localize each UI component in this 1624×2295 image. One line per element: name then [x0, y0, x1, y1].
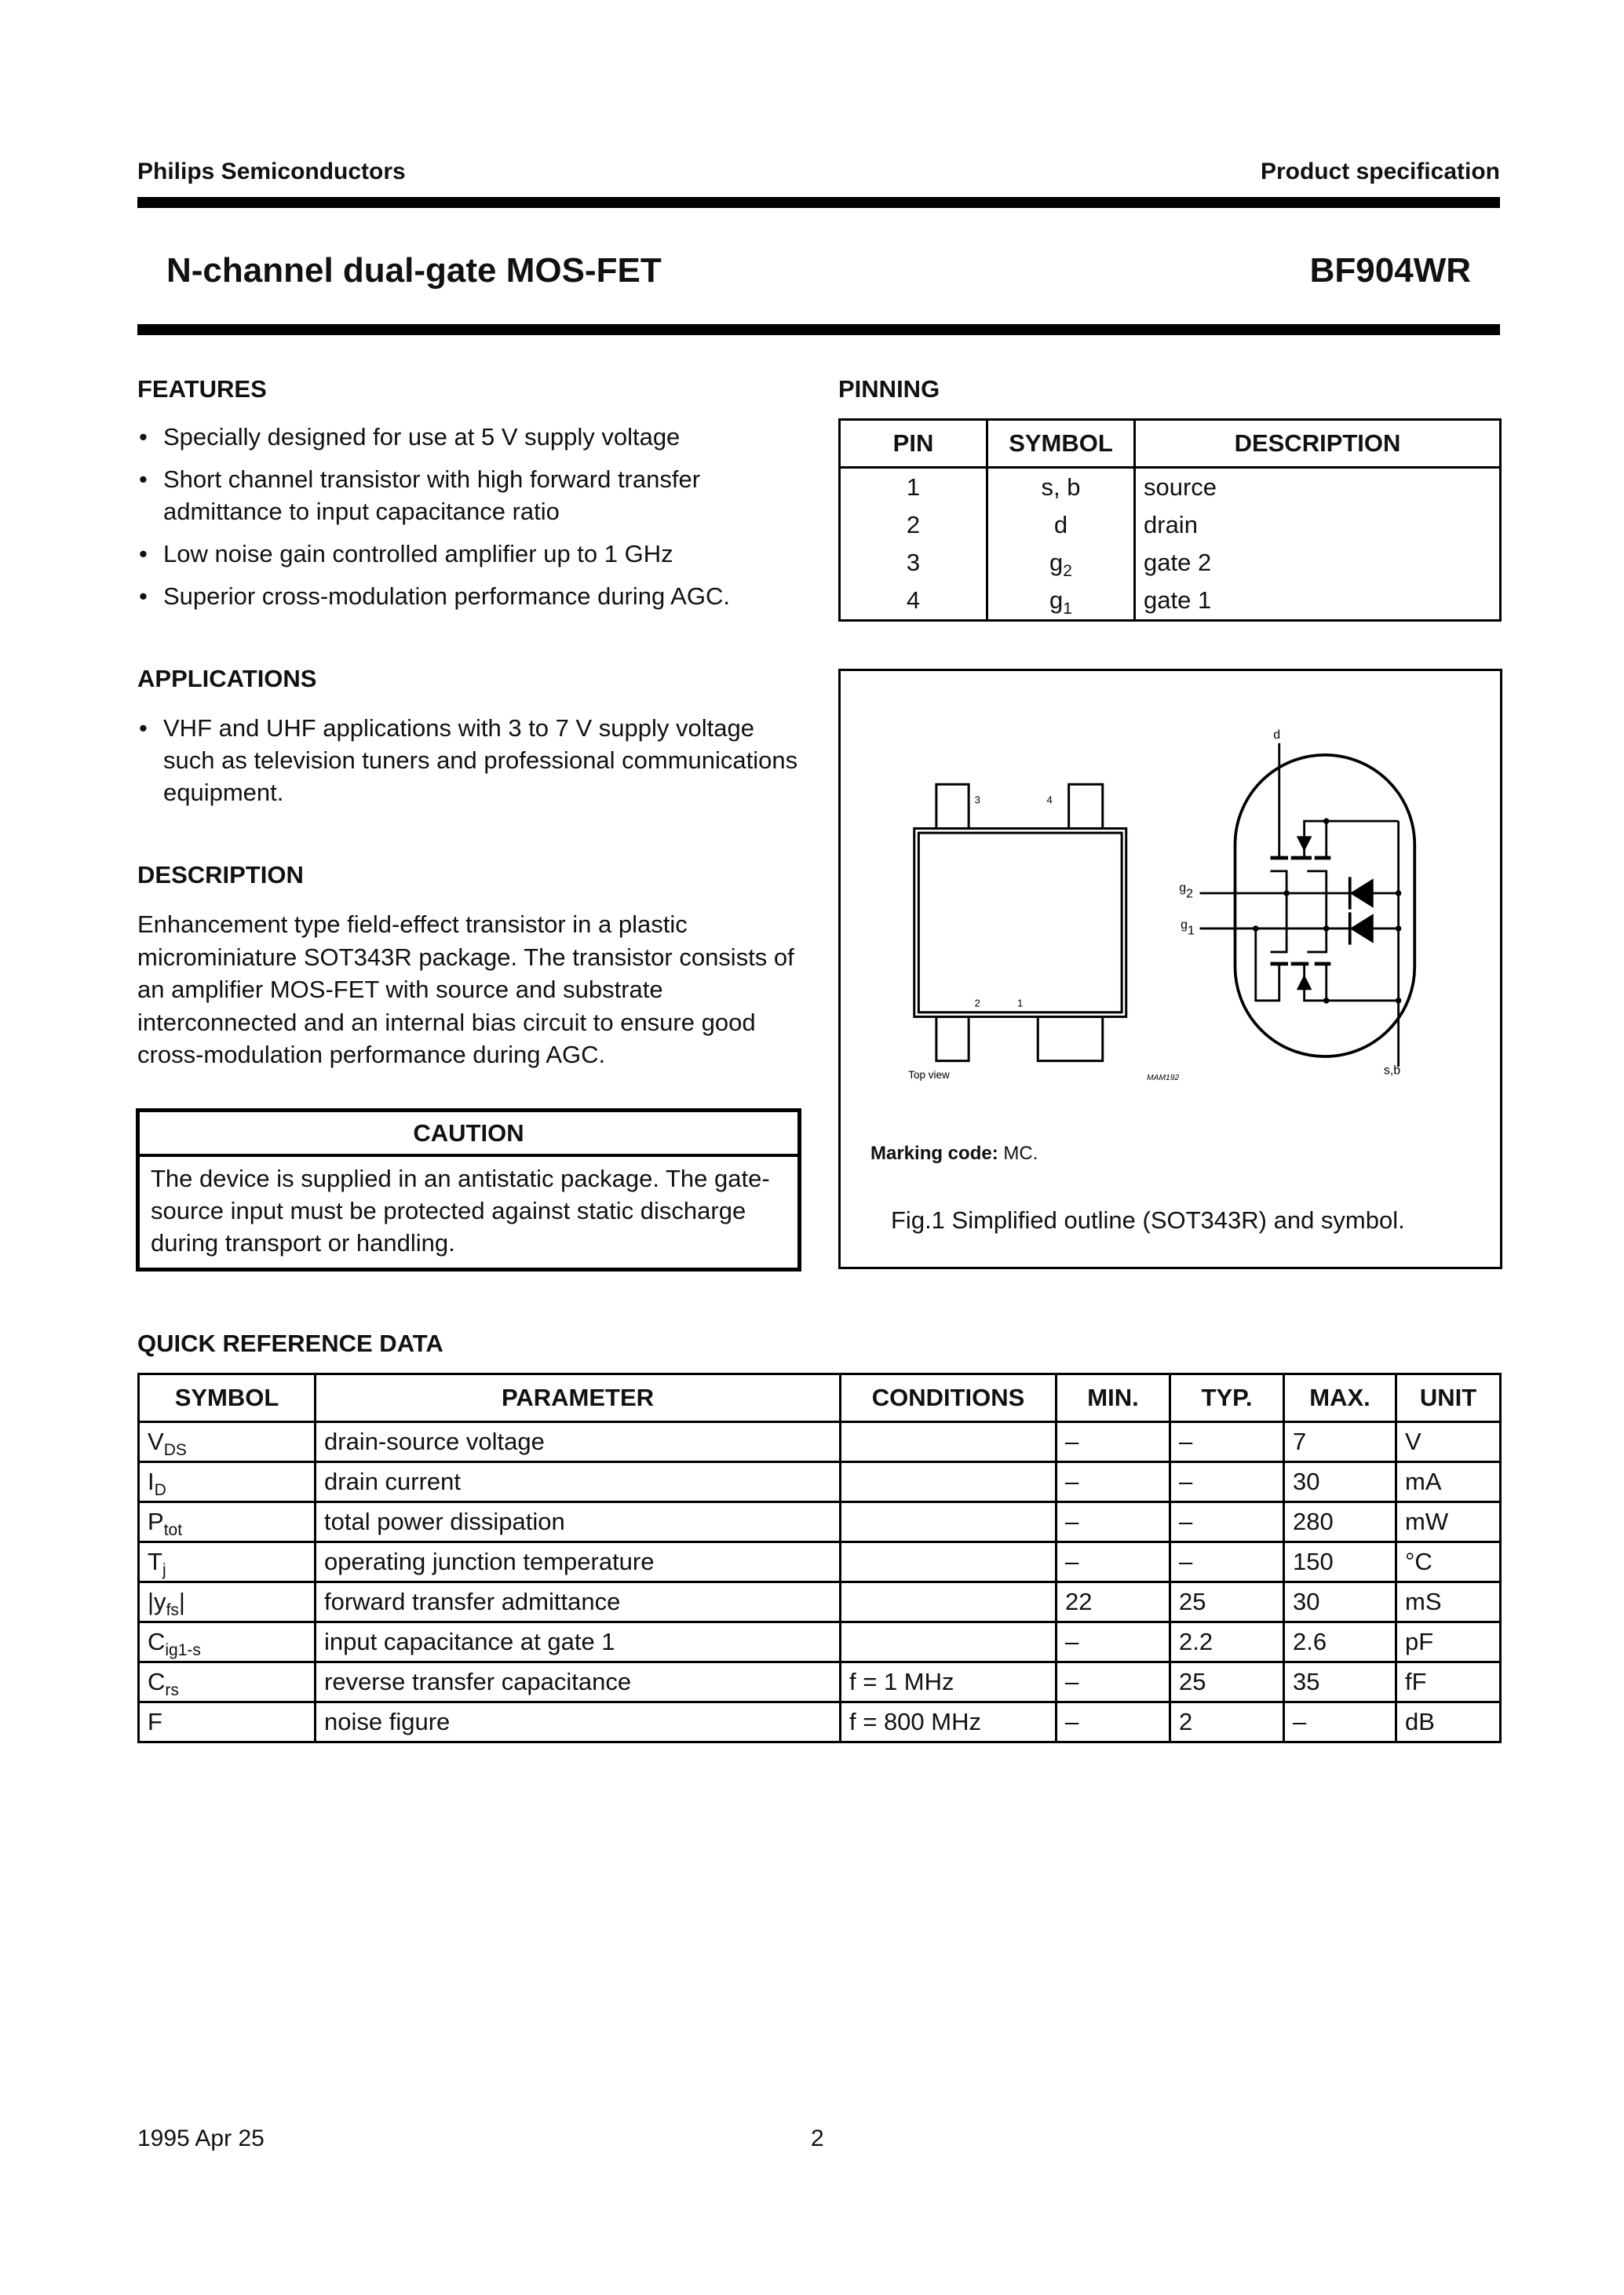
description-heading: DESCRIPTION [137, 861, 304, 888]
pinning-col-pin: PIN [840, 420, 987, 468]
qrd-max: 30 [1284, 1582, 1396, 1622]
feature-item: • Short channel transistor with high forward transfer admittance to input capacitance ratio [137, 463, 801, 527]
qrd-max: 30 [1284, 1462, 1396, 1502]
qrd-param: drain current [316, 1462, 841, 1502]
qrd-min: – [1057, 1422, 1170, 1462]
qrd-min: 22 [1057, 1582, 1170, 1622]
qrd-unit: mW [1396, 1502, 1501, 1542]
description-text: Enhancement type field-effect transistor in a plastic microminiature SOT343R package. The transistor consists of an amplifier MOS-FET with source and substrate interconnected and an internal bias circuit to ensure good cross-modulation performance during AGC. [137, 910, 794, 1068]
marking-code: Marking code: MC. [870, 1143, 1038, 1164]
qrd-row [139, 1702, 1501, 1742]
qrd-min: – [1057, 1542, 1170, 1582]
qrd-col-conditions: CONDITIONS [841, 1374, 1057, 1422]
caution-box [136, 1108, 801, 1272]
qrd-col-max: MAX. [1284, 1374, 1396, 1422]
qrd-row [139, 1502, 1501, 1542]
qrd-unit: pF [1396, 1622, 1501, 1662]
qrd-max: 7 [1284, 1422, 1396, 1462]
qrd-row [139, 1422, 1501, 1462]
features-heading: FEATURES [137, 375, 267, 403]
page-title: N-channel dual-gate MOS-FET [166, 251, 662, 290]
qrd-col-unit: UNIT [1396, 1374, 1501, 1422]
terminal-sb: s,b [1383, 1064, 1401, 1078]
pinning-col-symbol: SYMBOL [987, 420, 1135, 468]
qrd-min: – [1057, 1502, 1170, 1542]
caution-heading: CAUTION [140, 1112, 797, 1157]
pin-symbol: d [987, 506, 1135, 544]
qrd-typ: 25 [1170, 1582, 1284, 1622]
qrd-min: – [1057, 1662, 1170, 1702]
pinning-heading: PINNING [838, 375, 940, 403]
pin-number: 4 [840, 582, 987, 621]
drawing-code: MAM192 [1146, 1073, 1180, 1082]
qrd-cond [841, 1422, 1057, 1462]
pin-description: gate 1 [1135, 582, 1501, 621]
svg-text:1: 1 [1017, 997, 1024, 1009]
qrd-unit: mA [1396, 1462, 1501, 1502]
pin-symbol: $g_1$ [987, 582, 1135, 621]
qrd-row [139, 1622, 1501, 1662]
qrd-typ: 2.2 [1170, 1622, 1284, 1662]
qrd-typ: – [1170, 1502, 1284, 1542]
qrd-unit: °C [1396, 1542, 1501, 1582]
footer-date: 1995 Apr 25 [137, 2125, 265, 2151]
qrd-unit: V [1396, 1422, 1501, 1462]
pinning-row [840, 544, 1501, 582]
qrd-min: – [1057, 1622, 1170, 1662]
features-list [137, 421, 801, 622]
qrd-symbol: F [139, 1702, 316, 1742]
qrd-typ: – [1170, 1542, 1284, 1582]
terminal-g2: g2 [1179, 881, 1193, 901]
figure-caption: Fig.1 Simplified outline (SOT343R) and symbol. [891, 1206, 1405, 1234]
quick-reference-heading: QUICK REFERENCE DATA [137, 1330, 443, 1357]
qrd-col-min: MIN. [1057, 1374, 1170, 1422]
qrd-min: – [1057, 1462, 1170, 1502]
qrd-unit: fF [1396, 1662, 1501, 1702]
applications-heading: APPLICATIONS [137, 665, 317, 692]
pin-description: drain [1135, 506, 1501, 544]
qrd-param: forward transfer admittance [316, 1582, 841, 1622]
package-outline [914, 784, 1126, 1060]
pinning-row [840, 468, 1501, 507]
feature-item: • Low noise gain controlled amplifier up to 1 GHz [137, 538, 801, 570]
header-rule [137, 197, 1500, 208]
qrd-max: 2.6 [1284, 1622, 1396, 1662]
top-view-label: Top view [908, 1069, 950, 1082]
qrd-cond: f = 800 MHz [841, 1702, 1057, 1742]
qrd-symbol: $I_D$ [139, 1462, 316, 1502]
qrd-cond [841, 1542, 1057, 1582]
part-number: BF904WR [1309, 251, 1471, 290]
qrd-symbol: $T_j$ [139, 1542, 316, 1582]
svg-text:2: 2 [974, 997, 980, 1009]
figure-box [838, 669, 1502, 1269]
pin-description: gate 2 [1135, 544, 1501, 582]
qrd-row [139, 1662, 1501, 1702]
qrd-cond [841, 1462, 1057, 1502]
qrd-typ: – [1170, 1422, 1284, 1462]
page-number: 2 [811, 2125, 824, 2151]
svg-text:3: 3 [974, 794, 980, 806]
mosfet-symbol [1200, 743, 1415, 1067]
qrd-max: 35 [1284, 1662, 1396, 1702]
qrd-param: total power dissipation [316, 1502, 841, 1542]
feature-item: • Superior cross-modulation performance during AGC. [137, 580, 801, 612]
pin-number: 3 [840, 544, 987, 582]
qrd-cond: f = 1 MHz [841, 1662, 1057, 1702]
qrd-cond [841, 1582, 1057, 1622]
qrd-col-parameter: PARAMETER [316, 1374, 841, 1422]
pinning-table [838, 418, 1502, 622]
qrd-min: – [1057, 1702, 1170, 1742]
applications-list [137, 712, 801, 819]
qrd-unit: mS [1396, 1582, 1501, 1622]
terminal-g1: g1 [1181, 918, 1195, 938]
qrd-param: input capacitance at gate 1 [316, 1622, 841, 1662]
qrd-cond [841, 1622, 1057, 1662]
feature-item: • Specially designed for use at 5 V supply voltage [137, 421, 801, 453]
qrd-typ: 2 [1170, 1702, 1284, 1742]
pinning-col-description: DESCRIPTION [1135, 420, 1501, 468]
pin-number: 1 [840, 468, 987, 507]
qrd-typ: 25 [1170, 1662, 1284, 1702]
qrd-param: reverse transfer capacitance [316, 1662, 841, 1702]
pinning-row [840, 506, 1501, 544]
outline-and-symbol-diagram [841, 671, 1500, 1267]
title-rule [137, 324, 1500, 335]
caution-text: The device is supplied in an antistatic package. The gate-source input must be protected against static discharge during transport or handling. [151, 1165, 770, 1257]
qrd-row [139, 1462, 1501, 1502]
svg-text:4: 4 [1046, 794, 1053, 806]
qrd-param: operating junction temperature [316, 1542, 841, 1582]
header-company: Philips Semiconductors [137, 159, 406, 184]
pin-number: 2 [840, 506, 987, 544]
qrd-cond [841, 1502, 1057, 1542]
qrd-typ: – [1170, 1462, 1284, 1502]
qrd-unit: dB [1396, 1702, 1501, 1742]
qrd-col-symbol: SYMBOL [139, 1374, 316, 1422]
terminal-d: d [1273, 728, 1281, 742]
qrd-max: 280 [1284, 1502, 1396, 1542]
qrd-symbol: $P_{tot}$ [139, 1502, 316, 1542]
qrd-symbol: $|y_{fs}|$ [139, 1582, 316, 1622]
qrd-max: – [1284, 1702, 1396, 1742]
qrd-row [139, 1542, 1501, 1582]
pin-symbol: s, b [987, 468, 1135, 507]
qrd-symbol: $C_{ig1-s}$ [139, 1622, 316, 1662]
qrd-symbol: $C_{rs}$ [139, 1662, 316, 1702]
qrd-row [139, 1582, 1501, 1622]
pinning-row [840, 582, 1501, 621]
application-item: • VHF and UHF applications with 3 to 7 V supply voltage such as television tuners and professional communications equipment. [137, 712, 801, 808]
header-doc-type: Product specification [1260, 159, 1500, 184]
pin-description: source [1135, 468, 1501, 507]
quick-reference-table [137, 1373, 1502, 1743]
pin-symbol: $g_2$ [987, 544, 1135, 582]
qrd-col-typ: TYP. [1170, 1374, 1284, 1422]
qrd-max: 150 [1284, 1542, 1396, 1582]
qrd-param: drain-source voltage [316, 1422, 841, 1462]
qrd-param: noise figure [316, 1702, 841, 1742]
qrd-symbol: $V_{DS}$ [139, 1422, 316, 1462]
